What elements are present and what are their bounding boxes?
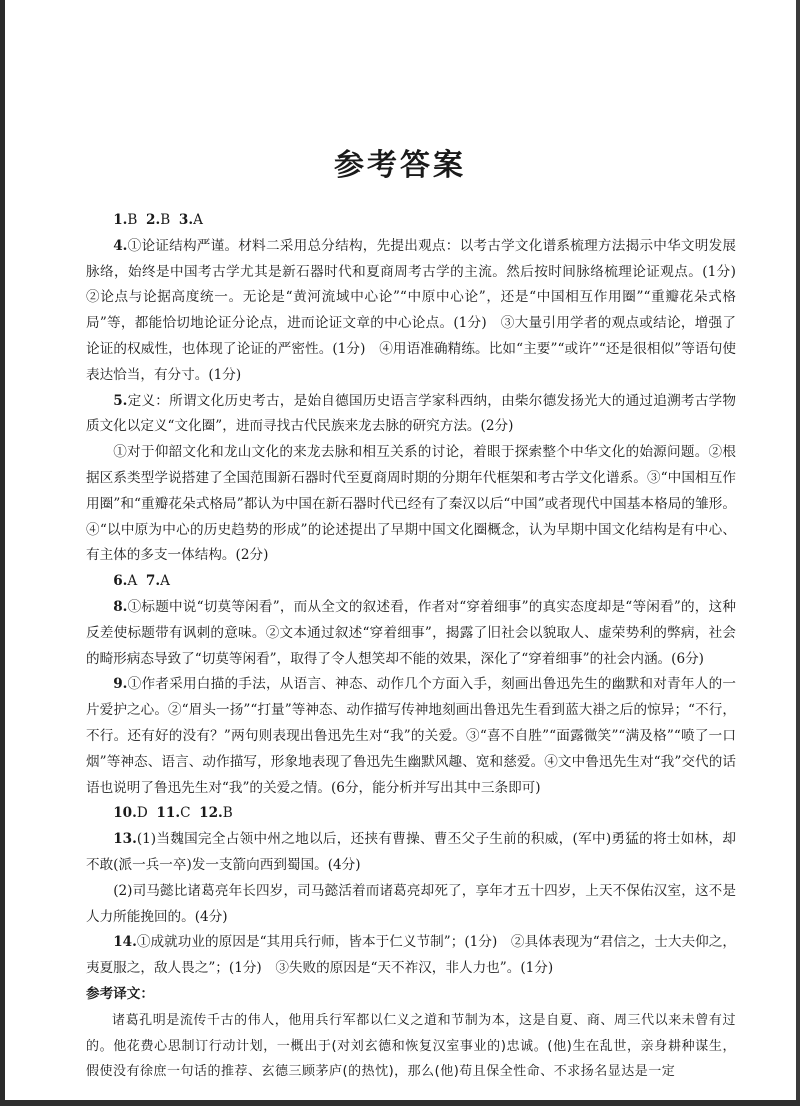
answer-text: ①论证结构严谨。材料二采用总分结构，先提出观点：以考古学文化谱系梳理方法揭示中华文明发展脉络，始终是中国考古学尤其是新石器时代和夏商周考古学的主流。然后按时间脉络梳理论证观点。(1分) ②论点与论据高度统一。无论是“黄河流域中心论”“中原中心论”，还是“中国相互作用圈”“重瓣花朵式格局”等，都能恰切地论证分论点，进而论证文章的中心论点。(1分) ③大量引用学者的观点或结论，增强了论证的权威性，也体现了论证的严密性。(1分) ④用语准确精练。比如“主要”“或许”“还是很相似”等语句使表达恰当，有分寸。(1分) [86,237,750,383]
question-number: 14. [113,934,137,951]
question-number: 13. [113,831,137,848]
answer-text: B [160,212,171,228]
answers-10-12 [86,801,736,827]
answer-text: B [222,805,233,822]
question-number: 8. [113,598,128,615]
answer-text: B [127,212,138,228]
answer-content [86,208,750,1085]
answer-num: 10. [113,805,137,822]
question-number: 4. [113,237,128,254]
answer-text: C [180,805,191,822]
translation-body [86,1008,736,1085]
answer-text: A [193,212,203,228]
scan-edge-bottom [0,1100,800,1106]
answer-num: 12. [199,805,223,822]
answer-text: ①标题中说“切莫等闲看”，而从全文的叙述看，作者对“穿着细事”的真实态度却是“等闲看”的，这种反差使标题带有讽刺的意味。②文本通过叙述“穿着细事”，揭露了旧社会以貌取人、虚荣势利的弊病，社会的畸形病态导致了“切莫等闲看”，取得了令人想笑却不能的效果，深化了“穿着细事”的社会内涵。(6分) [86,598,736,667]
translation-label: 参考译文： [86,985,154,1002]
answer-9 [86,672,736,801]
answer-14 [86,930,736,982]
answer-text: A [160,573,170,590]
answer-num: 6. [113,573,128,590]
answer-text: ①成就功业的原因是“其用兵行师，皆本于仁义节制”；(1分) ②具体表现为“君信之，士大夫仰之，夷夏服之，敌人畏之”；(1分) ③失败的原因是“天不祚汉，非人力也”。(1分) [86,934,736,977]
answer-text: A [127,573,138,590]
answer-5 [86,389,736,441]
answer-8 [86,595,736,672]
answer-text: 定义：所谓文化历史考古，是始自德国历史语言学家科西纳，由柴尔德发扬光大的通过追溯考古学物质文化以定义“文化圈”，进而寻找古代民族来龙去脉的研究方法。(2分) [86,392,736,435]
answers-1-3 [86,208,736,234]
page-title: 参考答案 [334,148,466,183]
answer-text: D [136,805,148,822]
answers-6-7 [86,569,736,595]
answer-text: (1)当魏国完全占领中州之地以后，还挟有曹操、曹丕父子生前的积威，(军中)勇猛的将士如林，却不敢(派一兵一卒)发一支箭向西到蜀国。(4分) [86,831,736,873]
answer-num: 2. [146,212,161,228]
answer-text: ①对于仰韶文化和龙山文化的来龙去脉和相互关系的讨论，着眼于探索整个中华文化的始源问题。②根据区系类型学说搭建了全国范围新石器时代至夏商周时期的分期年代框架和考古学文化谱系。③“中国相互作用圈”和“重瓣花朵式格局”都认为中国在新石器时代已经有了秦汉以后“中国”或者现代中国基本格局的雏形。④“以中原为中心的历史趋势的形成”的论述提出了早期中国文化圈概念，认为早期中国文化结构是有中心、有主体的多支一体结构。(2分) [86,444,736,564]
answer-num: 7. [145,573,161,590]
answer-num: 3. [178,212,194,228]
answer-num: 11. [156,805,181,822]
answer-text: ①作者采用白描的手法，从语言、神态、动作几个方面入手，刻画出鲁迅先生的幽默和对青年人的一片爱护之心。②“眉头一扬”“打量”等神态、动作描写传神地刻画出鲁迅先生看到蓝大褂之后的惊异；“不行，不行。还有好的没有？”两句则表现出鲁迅先生对“我”的关爱。③“喜不自胜”“面露微笑”“满及格”“喷了一口烟”等神态、语言、动作描写，形象地表现了鲁迅先生幽默风趣、宽和慈爱。④文中鲁迅先生对“我”交代的话语也说明了鲁迅先生对“我”的关爱之情。(6分，能分析并写出其中三条即可) [86,676,736,796]
question-number: 9. [113,676,128,693]
answer-num: 1. [113,212,128,228]
answer-13-part-2 [86,879,736,931]
answer-13 [86,827,736,879]
translation-heading [86,982,736,1008]
question-number: 5. [113,392,128,409]
answer-text: (2)司马懿比诸葛亮年长四岁，司马懿活着而诸葛亮却死了，享年才五十四岁，上天不保佑汉室，这不是人力所能挽回的。(4分) [86,882,736,925]
answer-4 [86,234,750,389]
translation-text: 诸葛孔明是流传千古的伟人，他用兵行军都以仁义之道和节制为本，这是自夏、商、周三代以来未曾有过的。他花费心思制订行动计划，一概出于(对刘玄德和恢复汉室事业的)忠诚。(他)生在乱世，亲身耕种谋生，假使没有徐庶一句话的推荐、玄德三顾茅庐(的热忱)，那么(他)苟且保全性命、不求扬名显达是一定 [86,1012,736,1080]
answer-5-part-2 [86,440,736,569]
